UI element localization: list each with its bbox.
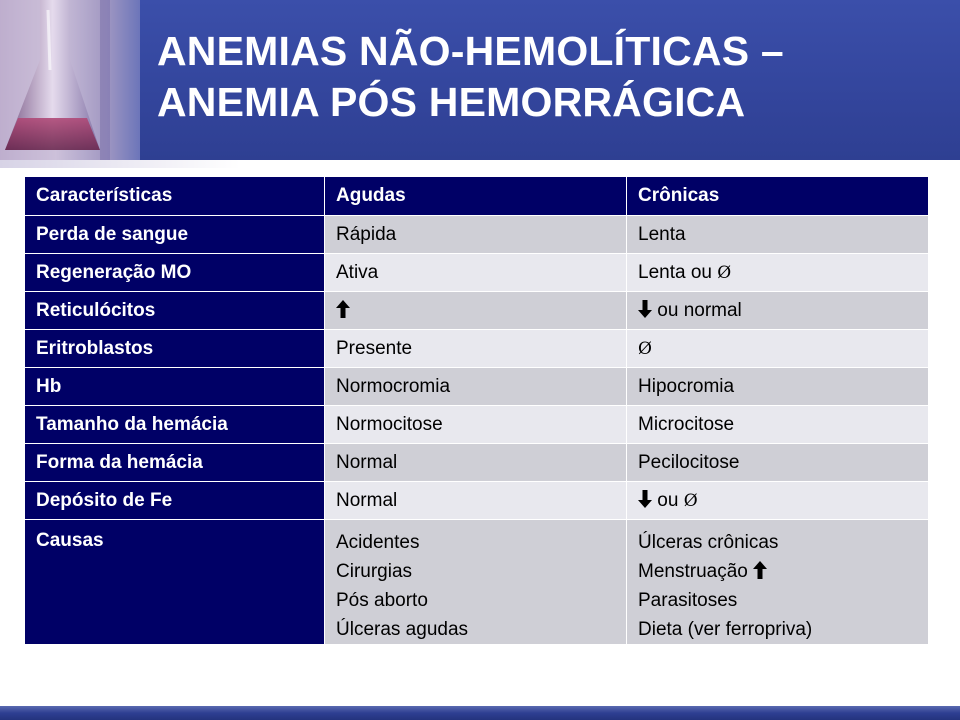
cell-agudas bbox=[325, 520, 627, 645]
cell-agudas: Ativa bbox=[325, 254, 627, 292]
slide-title bbox=[157, 26, 947, 128]
table-row bbox=[25, 520, 929, 645]
arrow-down-icon bbox=[638, 489, 652, 512]
table-row bbox=[25, 368, 929, 406]
table-row bbox=[25, 482, 929, 520]
cell-cronicas bbox=[627, 254, 929, 292]
cell-text: ou bbox=[657, 490, 679, 511]
cell-agudas bbox=[325, 292, 627, 330]
title-line-1: ANEMIAS NÃO-HEMOLÍTICAS – bbox=[157, 28, 784, 74]
cell-cronicas bbox=[627, 292, 929, 330]
row-label: Tamanho da hemácia bbox=[25, 406, 325, 444]
cell-agudas: Normocitose bbox=[325, 406, 627, 444]
table-row bbox=[25, 254, 929, 292]
header-divider bbox=[0, 160, 960, 168]
table-row bbox=[25, 292, 929, 330]
row-label: Forma da hemácia bbox=[25, 444, 325, 482]
slide-footer bbox=[0, 706, 960, 720]
cell-agudas: Normocromia bbox=[325, 368, 627, 406]
cell-text: ou normal bbox=[657, 300, 742, 321]
cause-item: Dieta (ver ferropriva) bbox=[638, 619, 813, 640]
row-label: Regeneração MO bbox=[25, 254, 325, 292]
arrow-down-icon bbox=[638, 299, 652, 322]
row-label: Causas bbox=[25, 520, 325, 645]
row-label: Eritroblastos bbox=[25, 330, 325, 368]
header-caracteristicas: Características bbox=[25, 177, 325, 216]
empty-set-symbol: Ø bbox=[683, 491, 698, 511]
table-header-row bbox=[25, 177, 929, 216]
cause-item: Úlceras agudas bbox=[336, 619, 469, 640]
table-row bbox=[25, 444, 929, 482]
cause-text: Menstruação bbox=[638, 561, 748, 582]
cell-agudas: Normal bbox=[325, 482, 627, 520]
cell-cronicas: Microcitose bbox=[627, 406, 929, 444]
cell-cronicas: Pecilocitose bbox=[627, 444, 929, 482]
header-cronicas: Crônicas bbox=[627, 177, 929, 216]
cause-item: Úlceras crônicas bbox=[638, 532, 779, 553]
cell-cronicas bbox=[627, 330, 929, 368]
row-label: Reticulócitos bbox=[25, 292, 325, 330]
cause-item: Cirurgias bbox=[336, 561, 413, 582]
cell-cronicas bbox=[627, 482, 929, 520]
cause-item: Acidentes bbox=[336, 532, 420, 553]
table-row bbox=[25, 216, 929, 254]
row-label: Perda de sangue bbox=[25, 216, 325, 254]
row-label: Depósito de Fe bbox=[25, 482, 325, 520]
anemia-comparison-table bbox=[24, 176, 929, 645]
empty-set-symbol: Ø bbox=[638, 338, 652, 359]
slide-header bbox=[0, 0, 960, 160]
cause-item: Pós aborto bbox=[336, 590, 428, 611]
cause-item: Parasitoses bbox=[638, 590, 738, 611]
cell-agudas: Rápida bbox=[325, 216, 627, 254]
title-line-2: ANEMIA PÓS HEMORRÁGICA bbox=[157, 79, 746, 125]
arrow-up-icon bbox=[753, 557, 767, 586]
flask-photo bbox=[0, 0, 140, 160]
cell-agudas: Presente bbox=[325, 330, 627, 368]
header-agudas: Agudas bbox=[325, 177, 627, 216]
cell-text: Lenta ou bbox=[638, 261, 712, 283]
flask-image bbox=[0, 0, 140, 160]
arrow-up-icon bbox=[336, 299, 350, 322]
table-row bbox=[25, 406, 929, 444]
cell-cronicas: Hipocromia bbox=[627, 368, 929, 406]
cell-cronicas bbox=[627, 520, 929, 645]
cell-cronicas: Lenta bbox=[627, 216, 929, 254]
table-row bbox=[25, 330, 929, 368]
empty-set-symbol: Ø bbox=[717, 262, 732, 283]
cell-agudas: Normal bbox=[325, 444, 627, 482]
row-label: Hb bbox=[25, 368, 325, 406]
cause-item bbox=[638, 557, 917, 586]
